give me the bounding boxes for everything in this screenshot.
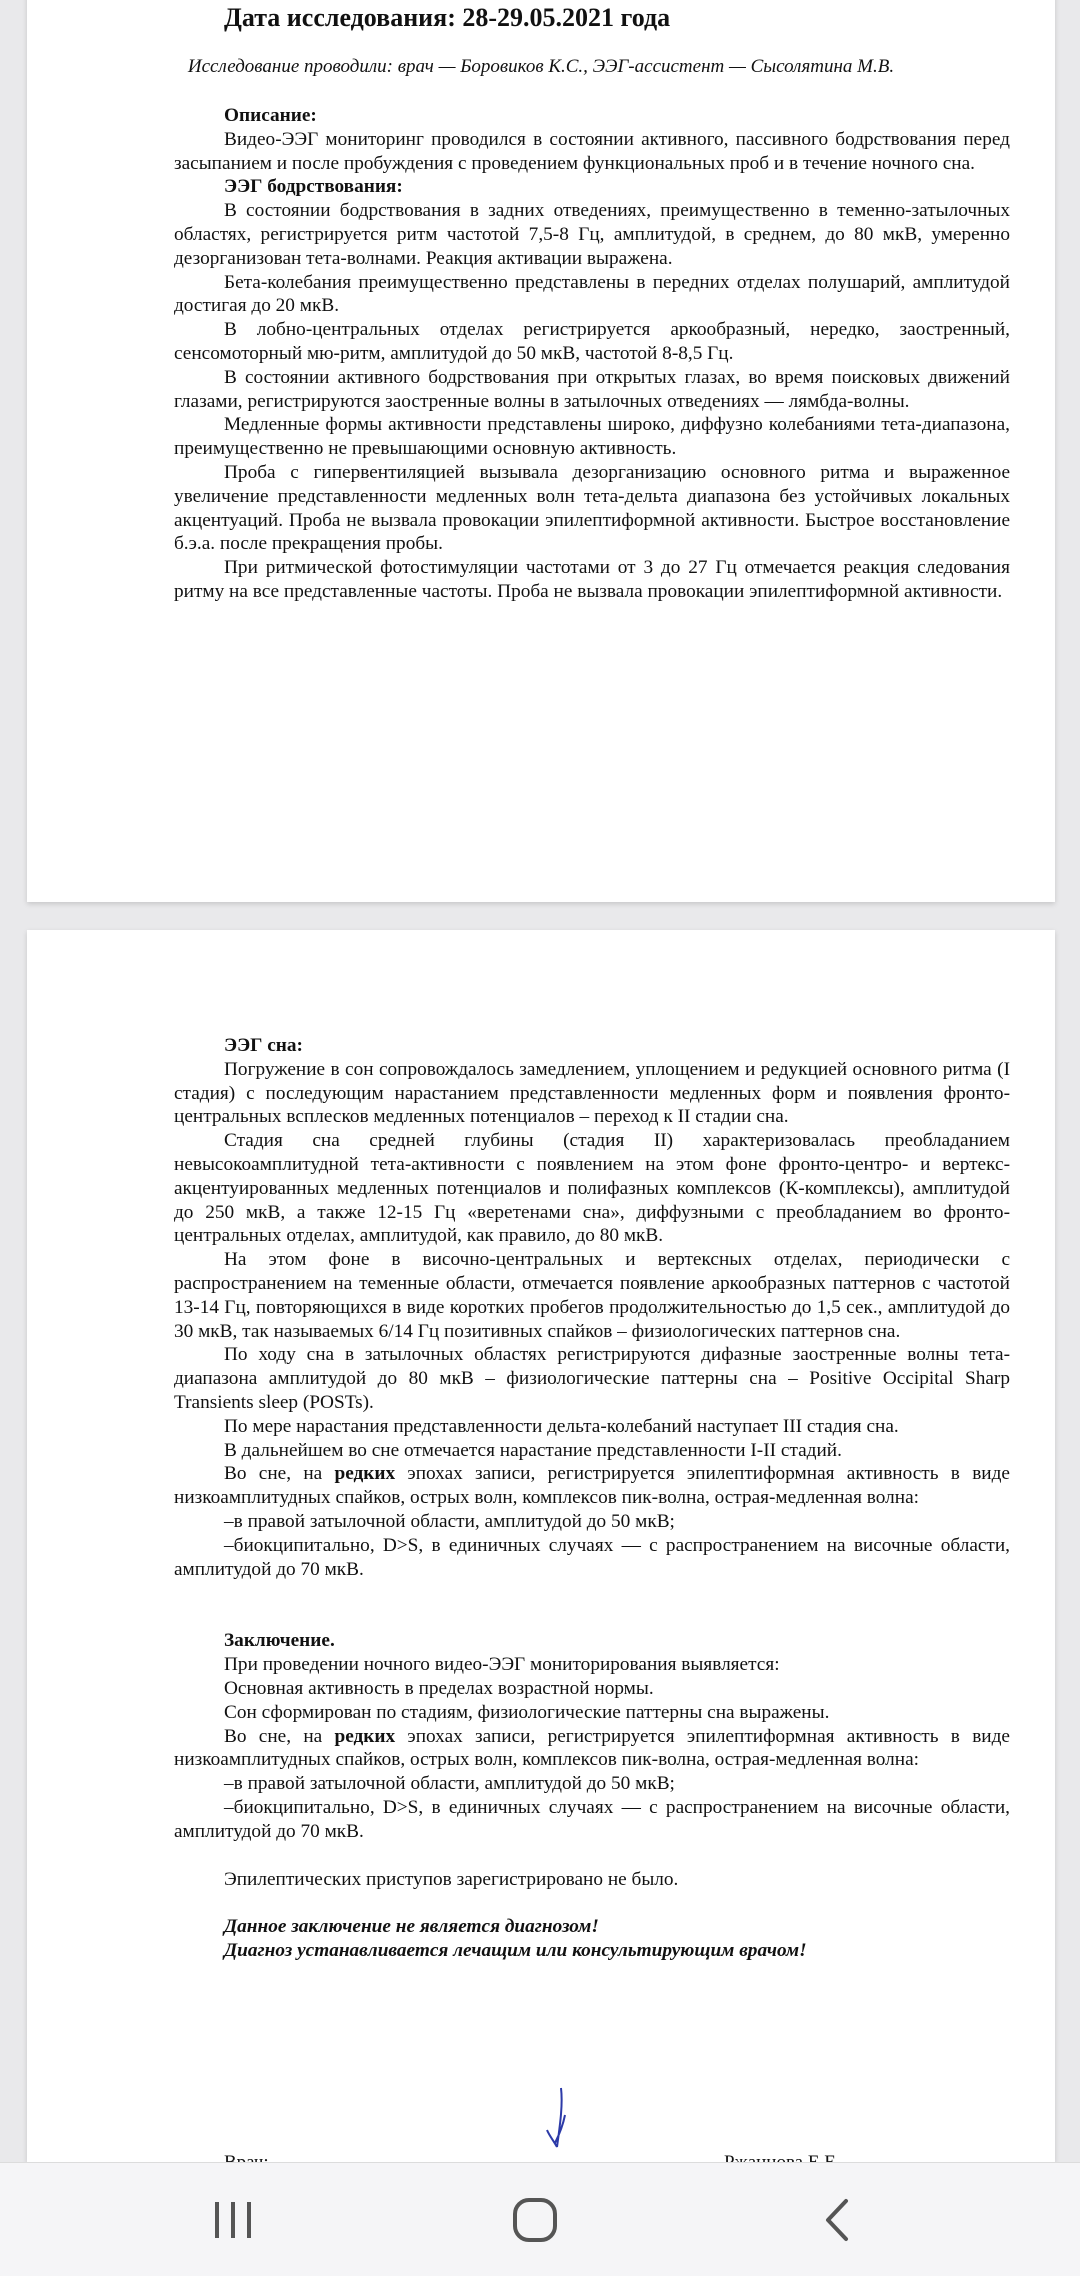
system-navigation-bar — [0, 2162, 1080, 2276]
recent-apps-icon — [211, 2200, 255, 2240]
wake-paragraph: В состоянии активного бодрствования при открытых глазах, во время поисковых движений глазами, регистрируются заостренные волны в затылочных отведениях — лямбда-волны. — [174, 366, 1010, 412]
home-icon — [510, 2195, 560, 2245]
signature-area — [27, 2085, 1055, 2165]
page2-body — [174, 1034, 1010, 1963]
epi-text-bold: редких — [334, 1463, 396, 1485]
epileptiform-item: –в правой затылочной области, амплитудой до 50 мкВ; — [224, 1510, 675, 1532]
conclusion-line: При проведении ночного видео-ЭЭГ мониторирования выявляется: — [224, 1654, 780, 1676]
back-icon — [816, 2195, 856, 2245]
epi-text-before: Во сне, на — [224, 1463, 335, 1485]
c-epi-text-after: эпохах записи, регистрируется эпилептиформная активность в виде низкоамплитудных спайков, острых волн, комплексов пик-волна, острая-медленная волна: — [174, 1725, 1010, 1771]
study-date-title: Дата исследования: 28-29.05.2021 года — [224, 3, 671, 32]
c-epi-text-before: Во сне, на — [224, 1725, 335, 1747]
sleep-paragraph: По ходу сна в затылочных областях регистрируются дифазные заостренные волны тета-диапазона амплитудой до 80 мкВ – физиологические паттерны сна – Positive Occipital Sharp Transients sleep (POSTs). — [174, 1344, 1010, 1413]
conclusion-item: –биокципитально, D>S, в единичных случаях — с распространением на височные области, амплитудой до 70 мкВ. — [174, 1796, 1010, 1842]
epileptiform-paragraph — [174, 1462, 1010, 1510]
page1-body — [174, 104, 1010, 604]
description-heading: Описание: — [224, 105, 317, 126]
sleep-heading: ЭЭГ сна: — [224, 1035, 303, 1056]
study-team: Исследование проводили: врач — Боровиков К.С., ЭЭГ-ассистент — Сысолятина М.В. — [187, 56, 895, 77]
sleep-paragraph: На этом фоне в височно-центральных и вертексных отделах, периодически с распространением на теменные области, отмечается появление аркообразных паттернов с частотой 13-14 Гц, повторяющихся в виде коротких пробегов продолжительностью до 1,5 сек., амплитудой до 30 мкВ, так называемых 6/14 Гц позитивных спайков – физиологических паттернов сна. — [174, 1249, 1010, 1342]
wake-paragraph: При ритмической фотостимуляции частотами от 3 до 27 Гц отмечается реакция следования ритму на все представленные частоты. Проба не вызвала провокации эпилептиформной активности. — [174, 557, 1010, 602]
epileptiform-item: –биокципитально, D>S, в единичных случаях — с распространением на височные области, амплитудой до 70 мкВ. — [174, 1534, 1010, 1580]
disclaimer-line-1: Данное заключение не является диагнозом! — [224, 1916, 599, 1938]
wake-paragraph: Проба с гипервентиляцией вызывала дезорганизацию основного ритма и выраженное увеличение представленности медленных волн тета-дельта диапазона без устойчивых локальных акцентуаций. Проба не вызвала провокации эпилептиформной активности. Быстрое восстановление б.э.а. после прекращения пробы. — [174, 461, 1010, 555]
document-page-2 — [27, 930, 1055, 2162]
wake-paragraph: В состоянии бодрствования в задних отведениях, преимущественно в теменно-затылочных областях, регистрируется ритм частотой 7,5-8 Гц, амплитудой, в среднем, до 80 мкВ, умеренно дезорганизован тета-волнами. Реакция активации выражена. — [174, 200, 1010, 269]
disclaimer-line-2: Диагноз устанавливается лечащим или консультирующим врачом! — [224, 1940, 807, 1962]
c-epi-text-bold: редких — [334, 1725, 396, 1747]
description-text: Видео-ЭЭГ мониторинг проводился в состоянии активного, пассивного бодрствования перед засыпанием и после пробуждения с проведением функциональных проб и в течение ночного сна. — [174, 128, 1010, 174]
wake-heading: ЭЭГ бодрствования: — [224, 176, 403, 198]
wake-paragraph: Бета-колебания преимущественно представлены в передних отделах полушарий, амплитудой достигая до 20 мкВ. — [174, 271, 1010, 317]
conclusion-heading: Заключение. — [224, 1630, 335, 1652]
recent-apps-button[interactable] — [203, 2193, 263, 2247]
sleep-paragraph: В дальнейшем во сне отмечается нарастание представленности I-II стадий. — [224, 1439, 842, 1461]
wake-paragraph: Медленные формы активности представлены широко, диффузно колебаниями тета-диапазона, преимущественно не превышающими основную активность. — [174, 414, 1010, 460]
sleep-paragraph: По мере нарастания представленности дельта-колебаний наступает III стадия сна. — [224, 1415, 899, 1437]
epi-text-after: эпохах записи, регистрируется эпилептиформная активность в виде низкоамплитудных спайков, острых волн, комплексов пик-волна, острая-медленная волна: — [174, 1463, 1010, 1509]
no-seizures-text: Эпилептических приступов зарегистрировано не было. — [224, 1868, 679, 1890]
back-button[interactable] — [806, 2193, 866, 2247]
sleep-paragraph: Погружение в сон сопровождалось замедлением, уплощением и редукцией основного ритма (I стадия) с последующим нарастанием представленности медленных форм и появления фронто-центральных всплесков медленных потенциалов – переход к II стадии сна. — [174, 1058, 1010, 1128]
document-page-1 — [27, 0, 1055, 902]
signature-icon — [27, 2085, 1055, 2165]
home-button[interactable] — [505, 2193, 565, 2247]
conclusion-epileptiform-paragraph — [174, 1725, 1010, 1773]
wake-paragraph: В лобно-центральных отделах регистрируется аркообразный, нередко, заостренный, сенсомоторный мю-ритм, амплитудой до 50 мкВ, частотой 8-8,5 Гц. — [174, 319, 1010, 364]
page1-content — [174, 2, 1010, 34]
sleep-paragraph: Стадия сна средней глубины (стадия II) характеризовалась преобладанием невысокоамплитудной тета-активности с появлением на этом фоне фронто-центро- и вертекс-акцентуированных медленных потенциалов и полифазных комплексов (К-комплексы), амплитудой до 250 мкВ, а также 12-15 Гц «веретенами сна», диффузными с преобладанием во фронто-центральных отделах, амплитудой, как правило, до 80 мкВ. — [174, 1130, 1010, 1247]
conclusion-line: Основная активность в пределах возрастной нормы. — [224, 1677, 654, 1699]
conclusion-item: –в правой затылочной области, амплитудой до 50 мкВ; — [224, 1773, 675, 1795]
conclusion-line: Сон сформирован по стадиям, физиологические паттерны сна выражены. — [224, 1701, 830, 1723]
